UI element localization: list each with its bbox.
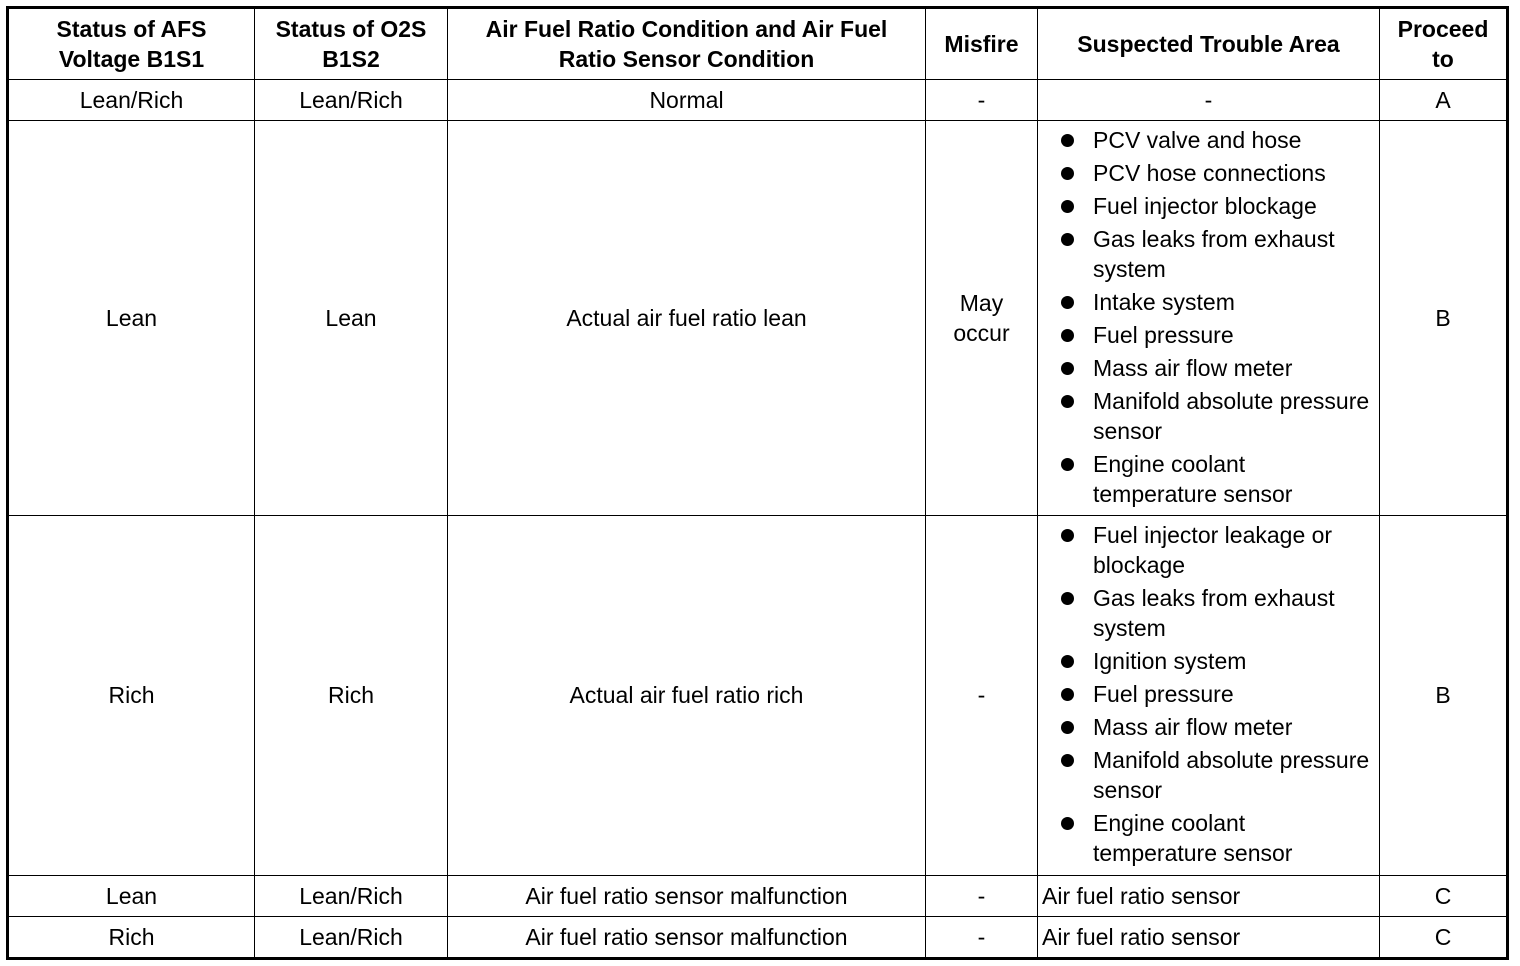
bullet-icon: [1061, 329, 1074, 342]
list-item: [1058, 125, 1375, 155]
table-row: [8, 916, 1508, 958]
bullet-icon: [1061, 167, 1074, 180]
proceed-to-cell: C: [1380, 875, 1508, 916]
o2s-status-cell: Lean: [255, 121, 448, 516]
list-item-text: Fuel injector blockage: [1093, 192, 1317, 219]
bullet-icon: [1061, 395, 1074, 408]
list-item-text: Fuel injector leakage or blockage: [1093, 521, 1333, 578]
list-item: [1058, 520, 1375, 580]
list-item: [1058, 224, 1375, 284]
list-item-text: Mass air flow meter: [1093, 354, 1293, 381]
proceed-to-cell: B: [1380, 516, 1508, 875]
header-afs-status: Status of AFS Voltage B1S1: [8, 8, 255, 80]
misfire-cell: -: [926, 916, 1038, 958]
list-item: [1058, 386, 1375, 446]
list-item: [1058, 158, 1375, 188]
header-row: [8, 8, 1508, 80]
header-o2s-status: Status of O2S B1S2: [255, 8, 448, 80]
list-item-text: Manifold absolute pressure sensor: [1093, 387, 1370, 444]
list-item-text: Mass air flow meter: [1093, 713, 1293, 740]
afs-status-cell: Lean: [8, 875, 255, 916]
list-item-text: PCV valve and hose: [1093, 126, 1302, 153]
list-item-text: Manifold absolute pressure sensor: [1093, 746, 1370, 803]
bullet-icon: [1061, 233, 1074, 246]
bullet-icon: [1061, 817, 1074, 830]
bullet-icon: [1061, 134, 1074, 147]
suspected-area-cell: Air fuel ratio sensor: [1038, 916, 1380, 958]
bullet-icon: [1061, 296, 1074, 309]
bullet-icon: [1061, 655, 1074, 668]
suspected-area-cell: Air fuel ratio sensor: [1038, 875, 1380, 916]
afs-status-cell: Lean/Rich: [8, 80, 255, 121]
table-row: [8, 875, 1508, 916]
proceed-to-cell: A: [1380, 80, 1508, 121]
list-item: [1058, 287, 1375, 317]
header-suspected-area: Suspected Trouble Area: [1038, 8, 1380, 80]
list-item: [1058, 646, 1375, 676]
condition-cell: Air fuel ratio sensor malfunction: [448, 916, 926, 958]
condition-cell: Air fuel ratio sensor malfunction: [448, 875, 926, 916]
suspected-area-cell: [1038, 121, 1380, 516]
list-item: [1058, 712, 1375, 742]
o2s-status-cell: Lean/Rich: [255, 916, 448, 958]
misfire-cell: -: [926, 516, 1038, 875]
bullet-icon: [1061, 458, 1074, 471]
o2s-status-cell: Lean/Rich: [255, 875, 448, 916]
list-item: [1058, 191, 1375, 221]
bullet-icon: [1061, 529, 1074, 542]
bullet-icon: [1061, 721, 1074, 734]
bullet-icon: [1061, 592, 1074, 605]
list-item-text: Ignition system: [1093, 647, 1247, 674]
list-item-text: Engine coolant temperature sensor: [1093, 450, 1293, 507]
suspected-area-list: [1058, 125, 1375, 509]
list-item-text: Gas leaks from exhaust system: [1093, 584, 1335, 641]
misfire-cell: -: [926, 80, 1038, 121]
bullet-icon: [1061, 688, 1074, 701]
bullet-icon: [1061, 200, 1074, 213]
afs-status-cell: Rich: [8, 516, 255, 875]
proceed-to-cell: C: [1380, 916, 1508, 958]
list-item: [1058, 745, 1375, 805]
trouble-table: [6, 6, 1509, 960]
misfire-cell: -: [926, 875, 1038, 916]
o2s-status-cell: Rich: [255, 516, 448, 875]
list-item: [1058, 583, 1375, 643]
list-item-text: Fuel pressure: [1093, 680, 1234, 707]
list-item: [1058, 808, 1375, 868]
list-item: [1058, 679, 1375, 709]
table-row: [8, 80, 1508, 121]
o2s-status-cell: Lean/Rich: [255, 80, 448, 121]
list-item: [1058, 449, 1375, 509]
list-item-text: Intake system: [1093, 288, 1235, 315]
list-item: [1058, 353, 1375, 383]
list-item-text: Engine coolant temperature sensor: [1093, 809, 1293, 866]
table-row: [8, 121, 1508, 516]
bullet-icon: [1061, 362, 1074, 375]
misfire-cell: May occur: [926, 121, 1038, 516]
suspected-area-list: [1058, 520, 1375, 868]
condition-cell: Actual air fuel ratio lean: [448, 121, 926, 516]
list-item: [1058, 320, 1375, 350]
header-condition: Air Fuel Ratio Condition and Air Fuel Ratio Sensor Condition: [448, 8, 926, 80]
suspected-area-cell: -: [1038, 80, 1380, 121]
header-proceed-to: Proceed to: [1380, 8, 1508, 80]
list-item-text: Fuel pressure: [1093, 321, 1234, 348]
list-item-text: PCV hose connections: [1093, 159, 1326, 186]
condition-cell: Actual air fuel ratio rich: [448, 516, 926, 875]
afs-status-cell: Rich: [8, 916, 255, 958]
bullet-icon: [1061, 754, 1074, 767]
header-misfire: Misfire: [926, 8, 1038, 80]
afs-status-cell: Lean: [8, 121, 255, 516]
list-item-text: Gas leaks from exhaust system: [1093, 225, 1335, 282]
suspected-area-cell: [1038, 516, 1380, 875]
table-row: [8, 516, 1508, 875]
proceed-to-cell: B: [1380, 121, 1508, 516]
condition-cell: Normal: [448, 80, 926, 121]
